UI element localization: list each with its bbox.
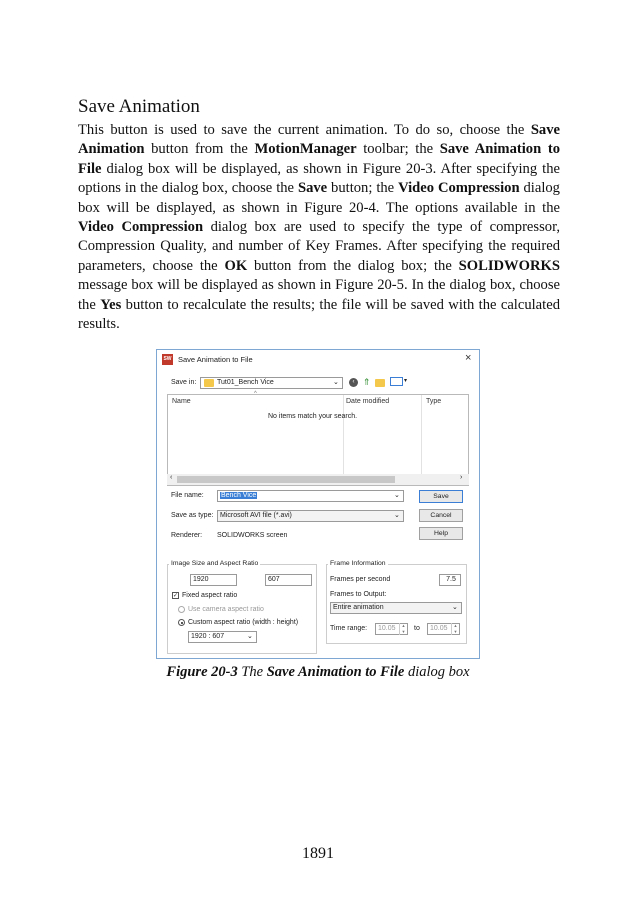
scroll-right-icon[interactable]: › xyxy=(460,474,463,481)
file-name-value: Bench Vice xyxy=(221,492,257,499)
file-list[interactable] xyxy=(167,391,469,486)
image-size-group-label: Image Size and Aspect Ratio xyxy=(171,560,259,567)
scroll-left-icon[interactable]: ‹ xyxy=(170,474,173,481)
section-heading: Save Animation xyxy=(78,96,200,117)
bold-term: OK xyxy=(224,257,248,274)
bold-term: Save Animation xyxy=(78,122,560,158)
save-button[interactable]: Save xyxy=(419,490,463,503)
time-from-value: 10.05 xyxy=(378,625,396,632)
up-folder-icon[interactable]: ⇑ xyxy=(362,377,371,387)
file-name-label: File name: xyxy=(171,492,204,499)
bold-term: Video Compression xyxy=(398,180,520,197)
bold-term: MotionManager xyxy=(254,141,357,158)
save-as-value: Microsoft AVI file (*.avi) xyxy=(220,512,292,519)
paragraph-text: toolbar; the xyxy=(356,141,440,158)
time-to-label: to xyxy=(414,625,420,632)
empty-message: No items match your search. xyxy=(268,413,358,420)
bold-term: Save Animation to File xyxy=(78,141,560,177)
save-in-combo[interactable] xyxy=(200,377,343,389)
column-date[interactable]: Date modified xyxy=(346,398,390,405)
file-name-field[interactable] xyxy=(217,490,404,502)
frames-output-value: Entire animation xyxy=(333,604,384,611)
sort-caret-icon: ^ xyxy=(254,391,257,397)
paragraph-text: button; the xyxy=(327,180,399,197)
spinner-icon[interactable]: ▲ ▼ xyxy=(451,623,459,635)
new-folder-icon[interactable] xyxy=(375,379,385,387)
fixed-aspect-checkbox[interactable]: ✓ xyxy=(173,593,179,599)
chevron-down-icon: ⌄ xyxy=(333,379,339,386)
view-menu-icon[interactable] xyxy=(390,377,403,386)
fps-label: Frames per second xyxy=(330,576,391,583)
width-input[interactable]: 1920 xyxy=(190,574,237,586)
solidworks-app-icon: SW xyxy=(162,354,173,365)
frames-output-label: Frames to Output: xyxy=(330,591,387,598)
column-type[interactable]: Type xyxy=(426,398,442,405)
custom-aspect-label: Custom aspect ratio (width : height) xyxy=(188,619,299,626)
back-icon[interactable]: ‹ xyxy=(349,378,358,387)
frame-info-group-label: Frame Information xyxy=(330,560,386,567)
save-animation-dialog xyxy=(156,349,480,659)
bold-term: SOLIDWORKS xyxy=(458,257,560,274)
use-camera-label: Use camera aspect ratio xyxy=(188,606,264,613)
caption-dialog-name: Save Animation to File xyxy=(266,664,405,680)
dialog-title: Save Animation to File xyxy=(178,355,253,364)
save-in-value: Tut01_Bench Vice xyxy=(217,379,274,386)
bold-term: Video Compression xyxy=(78,219,204,236)
column-divider xyxy=(343,395,344,475)
paragraph-text: button from the xyxy=(144,141,255,158)
bold-term: Yes xyxy=(100,296,122,313)
chevron-down-icon: ⌄ xyxy=(394,492,400,499)
aspect-ratio-select[interactable] xyxy=(188,631,257,643)
time-range-label: Time range: xyxy=(330,625,368,632)
chevron-down-icon: ⌄ xyxy=(452,604,458,611)
cancel-button[interactable]: Cancel xyxy=(419,509,463,522)
use-camera-radio[interactable] xyxy=(178,606,185,613)
page-number: 1891 xyxy=(302,845,334,862)
renderer-label: Renderer: xyxy=(171,532,203,539)
paragraph-text: This button is used to save the current animation. To do so, choose the xyxy=(78,122,531,138)
column-name[interactable]: Name xyxy=(172,398,191,405)
paragraph-text: dialog box are used to specify the type of compressor, Compression Quality, and number of Key Frames. After specifying the required parameters, choose the xyxy=(78,219,560,274)
paragraph-text: message box will be displayed as shown in Figure 20-5. In the dialog box, choose the xyxy=(78,277,560,313)
paragraph-text: dialog box will be displayed, as shown in Figure 20-3. After specifying the options in the dialog box, choose the xyxy=(78,160,560,197)
save-in-label: Save in: xyxy=(171,379,197,386)
view-dropdown-icon[interactable]: ▾ xyxy=(404,378,408,384)
body-paragraph xyxy=(78,121,560,334)
figure-number: Figure 20-3 xyxy=(166,664,238,680)
bold-term: Save xyxy=(297,180,328,197)
folder-icon xyxy=(204,379,214,387)
time-to-value: 10.05 xyxy=(430,625,448,632)
save-as-type-select[interactable] xyxy=(217,510,404,522)
height-input[interactable]: 607 xyxy=(265,574,312,586)
save-as-label: Save as type: xyxy=(171,512,214,519)
custom-aspect-radio[interactable] xyxy=(178,619,185,626)
aspect-ratio-value: 1920 : 607 xyxy=(191,633,225,640)
caption-text-post: dialog box xyxy=(404,664,470,680)
paragraph-text: button from the dialog box; the xyxy=(247,257,459,274)
chevron-down-icon: ⌄ xyxy=(394,512,400,519)
column-divider xyxy=(421,395,422,475)
caption-text-pre: The xyxy=(237,664,267,680)
time-to-input[interactable] xyxy=(427,623,460,635)
figure-caption xyxy=(0,664,636,681)
frames-output-select[interactable] xyxy=(330,602,462,614)
renderer-value: SOLIDWORKS screen xyxy=(217,532,288,539)
fps-input[interactable]: 7.5 xyxy=(439,574,461,586)
spinner-icon[interactable]: ▲ ▼ xyxy=(399,623,407,635)
paragraph-text: dialog box will be displayed, as shown in Figure 20-4. The options available in the xyxy=(78,180,560,216)
scrollbar-thumb[interactable] xyxy=(177,476,395,483)
help-button[interactable]: Help xyxy=(419,527,463,540)
time-from-input[interactable] xyxy=(375,623,408,635)
paragraph-text: button to recalculate the results; the file will be saved with the calculated results. xyxy=(78,296,560,333)
fixed-aspect-label: Fixed aspect ratio xyxy=(182,592,238,599)
chevron-down-icon: ⌄ xyxy=(247,633,253,640)
close-icon[interactable]: × xyxy=(465,352,472,364)
